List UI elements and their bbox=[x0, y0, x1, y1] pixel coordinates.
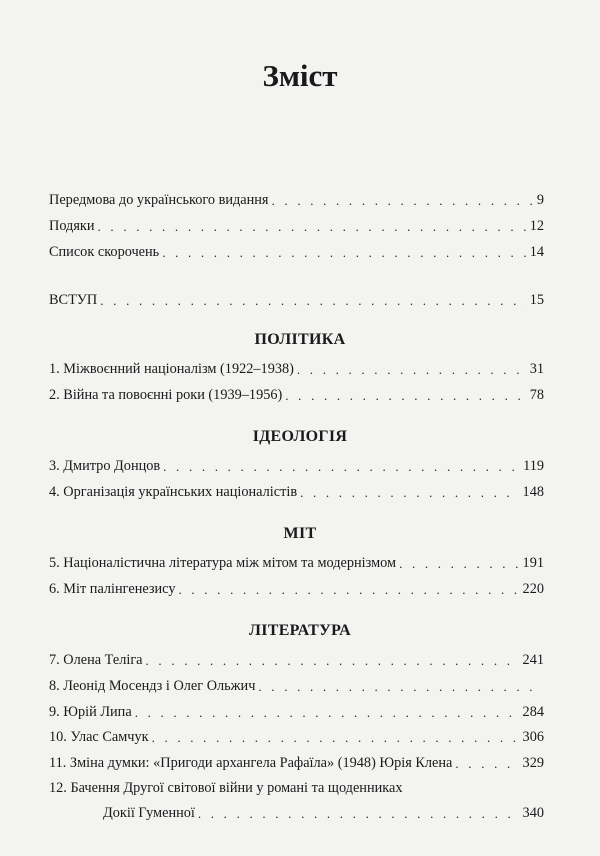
toc-entry-page: 329 bbox=[522, 754, 544, 771]
toc-entry-chapter-11[interactable] bbox=[49, 748, 544, 770]
toc-entry-page: 306 bbox=[522, 728, 544, 745]
toc-entry-page: 78 bbox=[529, 386, 544, 403]
toc-entry-chapter-4[interactable] bbox=[49, 477, 544, 499]
toc-entry-page: 31 bbox=[529, 360, 544, 377]
toc-entry-chapter-12[interactable] bbox=[49, 773, 544, 795]
toc-entry-chapter-12-continuation[interactable] bbox=[103, 798, 544, 820]
toc-entry-text: 1. Міжвоєнний націоналізм (1922–1938) bbox=[49, 360, 294, 377]
toc-entry-text: Список скорочень bbox=[49, 243, 160, 260]
section-heading-politics: ПОЛІТИКА bbox=[254, 331, 346, 348]
toc-entry-text: 6. Міт палінгенезису bbox=[49, 580, 176, 597]
toc-entry-preface[interactable] bbox=[49, 185, 544, 207]
toc-entry-acknowledgements[interactable] bbox=[49, 211, 544, 233]
toc-entry-text: 4. Організація українських націоналістів bbox=[49, 483, 298, 500]
toc-entry-chapter-1[interactable] bbox=[49, 354, 544, 376]
toc-entry-text: 11. Зміна думки: «Пригоди архангела Рафаїла» (1948) Юрія Клена bbox=[49, 754, 453, 771]
leader-dots bbox=[163, 460, 520, 473]
toc-entry-page: 220 bbox=[522, 580, 544, 597]
toc-entry-introduction[interactable] bbox=[49, 285, 544, 307]
toc-entry-chapter-10[interactable] bbox=[49, 722, 544, 744]
leader-dots bbox=[399, 557, 519, 570]
leader-dots bbox=[146, 654, 520, 667]
leader-dots bbox=[297, 363, 527, 376]
toc-entry-text: 3. Дмитро Донцов bbox=[49, 457, 161, 474]
toc-entry-chapter-6[interactable] bbox=[49, 574, 544, 596]
toc-entry-text: 2. Війна та повоєнні роки (1939–1956) bbox=[49, 386, 283, 403]
toc-entry-page: 9 bbox=[536, 191, 544, 208]
page-title: Зміст bbox=[262, 58, 338, 93]
toc-entry-page: 119 bbox=[523, 457, 544, 474]
leader-dots bbox=[135, 706, 520, 719]
toc-entry-page: 340 bbox=[522, 804, 544, 821]
leader-dots bbox=[258, 680, 541, 693]
toc-entry-chapter-8[interactable] bbox=[49, 671, 544, 693]
toc-entry-page: 191 bbox=[522, 554, 544, 571]
toc-entry-chapter-5[interactable] bbox=[49, 548, 544, 570]
section-heading-myth: МІТ bbox=[283, 525, 317, 542]
toc-entry-page: 241 bbox=[522, 651, 544, 668]
toc-entry-chapter-9[interactable] bbox=[49, 697, 544, 719]
toc-entry-chapter-7[interactable] bbox=[49, 645, 544, 667]
toc-entry-page: 284 bbox=[522, 703, 544, 720]
toc-entry-text: 5. Націоналістична література між мітом та модернізмом bbox=[49, 554, 397, 571]
toc-entry-text: ВСТУП bbox=[49, 291, 98, 308]
toc-entry-text: 10. Улас Самчук bbox=[49, 728, 149, 745]
toc-entry-page: 148 bbox=[522, 483, 544, 500]
leader-dots bbox=[152, 731, 520, 744]
toc-entry-text: Подяки bbox=[49, 217, 95, 234]
leader-dots bbox=[198, 807, 520, 820]
leader-dots bbox=[178, 583, 519, 596]
leader-dots bbox=[455, 757, 519, 770]
toc-entry-text: Передмова до українського видання bbox=[49, 191, 269, 208]
toc-entry-page: 15 bbox=[529, 291, 544, 308]
toc-entry-text: 9. Юрій Липа bbox=[49, 703, 132, 720]
toc-entry-chapter-2[interactable] bbox=[49, 380, 544, 402]
leader-dots bbox=[300, 486, 519, 499]
toc-entry-text: 12. Бачення Другої світової війни у романі та щоденниках bbox=[49, 779, 403, 796]
toc-entry-page: 14 bbox=[529, 243, 544, 260]
toc-entry-page: 12 bbox=[529, 217, 544, 234]
section-heading-literature: ЛІТЕРАТУРА bbox=[248, 622, 352, 639]
leader-dots bbox=[272, 194, 534, 207]
section-heading-ideology: ІДЕОЛОГІЯ bbox=[252, 428, 348, 445]
toc-entry-text: 7. Олена Теліга bbox=[49, 651, 143, 668]
toc-entry-text: 8. Леонід Мосендз і Олег Ольжич bbox=[49, 677, 256, 694]
leader-dots bbox=[100, 294, 526, 307]
toc-entry-abbreviations[interactable] bbox=[49, 237, 544, 259]
leader-dots bbox=[162, 246, 527, 259]
toc-entry-chapter-3[interactable] bbox=[49, 451, 544, 473]
leader-dots bbox=[285, 389, 526, 402]
leader-dots bbox=[98, 220, 527, 233]
toc-entry-text: Докії Гуменної bbox=[103, 804, 195, 821]
